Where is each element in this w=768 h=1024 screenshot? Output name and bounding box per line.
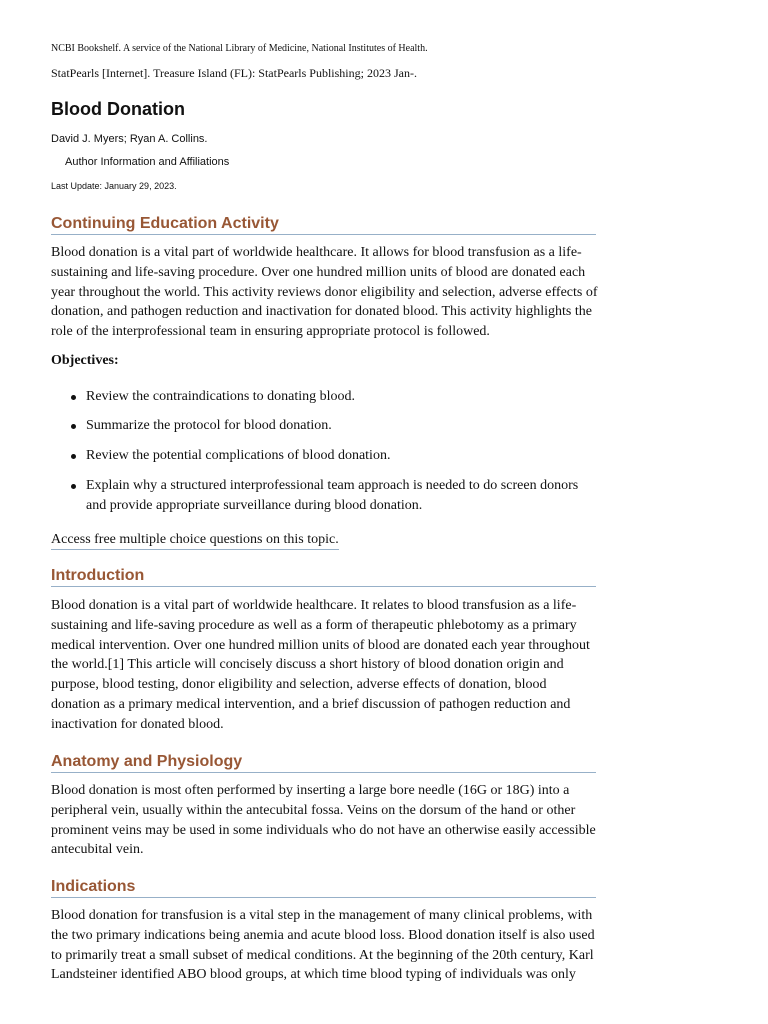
section-heading-indications: Indications bbox=[51, 877, 596, 898]
objective-text: Review the contraindications to donating blood. bbox=[86, 389, 356, 404]
paragraph-line: year throughout the world. This activity reviews donor eligibility and selection, adverse effects of bbox=[51, 284, 598, 300]
section-heading-continuing-education: Continuing Education Activity bbox=[51, 214, 596, 235]
anatomy-paragraph bbox=[51, 781, 601, 860]
paragraph-line: peripheral vein, usually within the antecubital fossa. Veins on the dorsum of the hand or other bbox=[51, 802, 576, 818]
paragraph-line: Blood donation for transfusion is a vital step in the management of many clinical problems, with bbox=[51, 908, 593, 923]
paragraph-line: the two primary indications being anemia and acute blood loss. Blood donation itself is also used bbox=[51, 927, 595, 943]
paragraph-line: antecubital vein. bbox=[51, 842, 144, 858]
objective-text: and provide appropriate surveillance during blood donation. bbox=[86, 497, 423, 513]
author-list: David J. Myers; Ryan A. Collins. bbox=[51, 133, 208, 145]
ncbi-attribution: NCBI Bookshelf. A service of the National Library of Medicine, National Institutes of Health. bbox=[51, 43, 428, 54]
introduction-paragraph bbox=[51, 596, 601, 735]
paragraph-line: inactivation for donated blood. bbox=[51, 716, 224, 732]
objectives-label: Objectives: bbox=[51, 353, 119, 368]
bullet-dot-icon bbox=[71, 424, 76, 429]
paragraph-line: Blood donation is a vital part of worldwide healthcare. It allows for blood transfusion as a life- bbox=[51, 245, 582, 260]
paragraph-line: donation as a primary medical intervention, and a brief discussion of pathogen reduction and bbox=[51, 696, 571, 712]
publication-info: StatPearls [Internet]. Treasure Island (FL): StatPearls Publishing; 2023 Jan-. bbox=[51, 66, 417, 80]
paragraph-line: Landsteiner identified ABO blood groups, at which time blood typing of individuals was only bbox=[51, 967, 576, 983]
paragraph-line: purpose, blood testing, donor eligibility and selection, adverse effects of donation, blood bbox=[51, 677, 547, 693]
bullet-dot-icon bbox=[71, 484, 76, 489]
bullet-dot-icon bbox=[71, 454, 76, 459]
author-affiliations-toggle[interactable]: Author Information and Affiliations bbox=[65, 156, 230, 168]
indications-paragraph bbox=[51, 906, 601, 985]
paragraph-line: Blood donation is most often performed by inserting a large bore needle (16G or 18G) into a bbox=[51, 783, 570, 798]
section-heading-introduction: Introduction bbox=[51, 566, 596, 587]
paragraph-line: medical intervention. Over one hundred million units of blood are donated each year throughout bbox=[51, 637, 590, 653]
objective-text: Explain why a structured interprofessional team approach is needed to do screen donors bbox=[86, 478, 579, 493]
objective-text: Review the potential complications of blood donation. bbox=[86, 448, 391, 463]
article-title: Blood Donation bbox=[51, 99, 185, 119]
paragraph-line: prominent veins may be used in some individuals who do not have an otherwise easily accessible bbox=[51, 822, 596, 838]
paragraph-line: sustaining and life-saving procedure as well as a form of therapeutic phlebotomy as a primary bbox=[51, 617, 577, 633]
paragraph-line: Blood donation is a vital part of worldwide healthcare. It relates to blood transfusion as a life- bbox=[51, 598, 577, 613]
last-update: Last Update: January 29, 2023. bbox=[51, 181, 177, 191]
paragraph-line: the world.[1] This article will concisely discuss a short history of blood donation origin and bbox=[51, 657, 564, 673]
mcq-link[interactable]: Access free multiple choice questions on this topic. bbox=[51, 530, 339, 550]
section-heading-anatomy: Anatomy and Physiology bbox=[51, 752, 596, 773]
paragraph-line: donation, and pathogen reduction and inactivation for donated blood. This activity highlights the bbox=[51, 304, 592, 320]
paragraph-line: role of the interprofessional team in ensuring appropriate protocol is followed. bbox=[51, 324, 490, 340]
continuing-education-paragraph bbox=[51, 243, 601, 342]
paragraph-line: sustaining and life-saving procedure. Over one hundred million units of blood are donated each bbox=[51, 264, 586, 280]
paragraph-line: to primarily treat a small subset of medical conditions. At the beginning of the 20th century, Karl bbox=[51, 947, 594, 963]
objective-text: Summarize the protocol for blood donation. bbox=[86, 418, 332, 433]
bullet-dot-icon bbox=[71, 395, 76, 400]
